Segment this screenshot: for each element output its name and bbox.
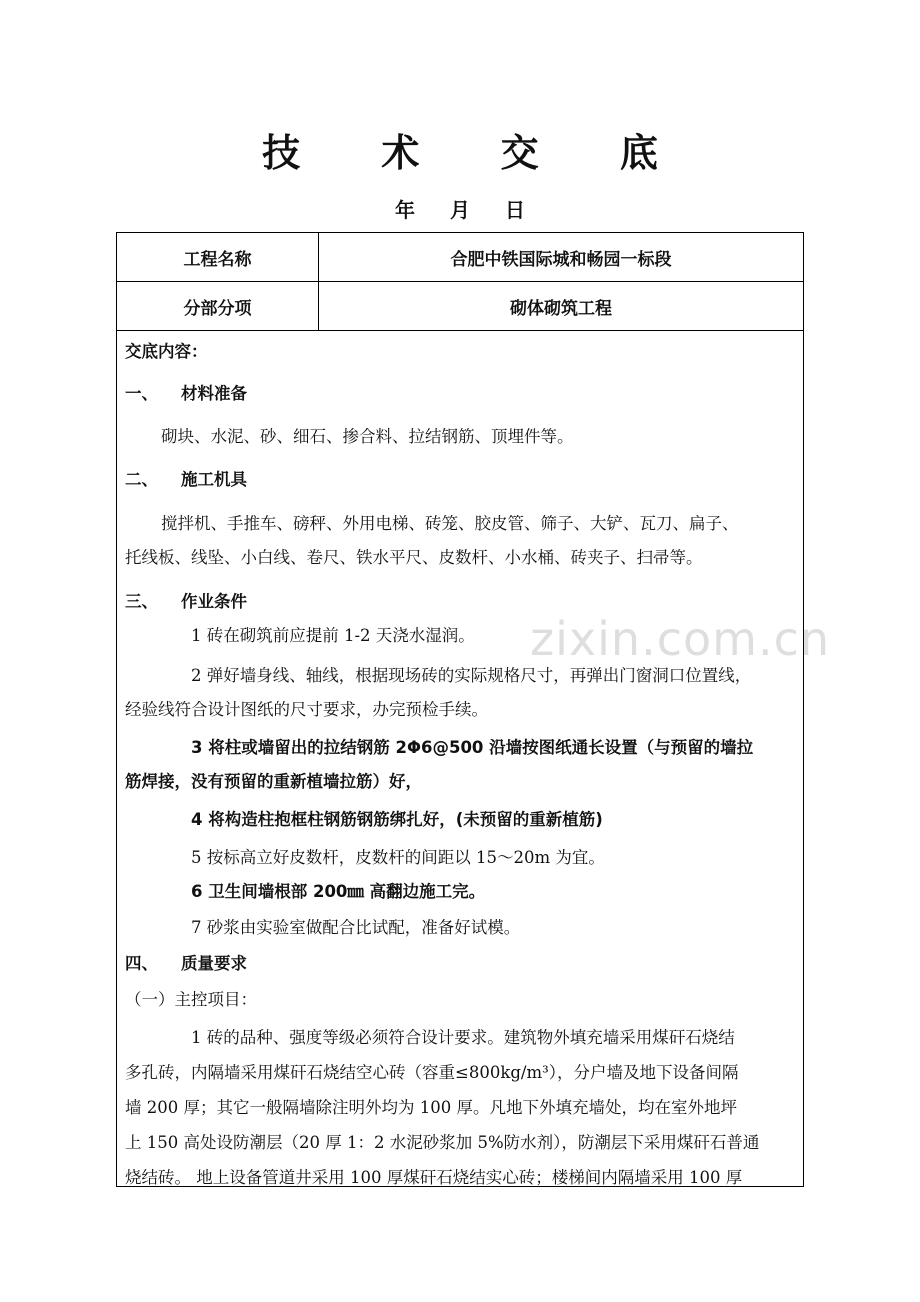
section-3-item-2b: 经验线符合设计图纸的尺寸要求，办完预检手续。 — [125, 700, 488, 719]
section-4-line-2: 多孔砖，内隔墙采用煤矸石烧结空心砖（容重≤800kg/m³），分户墙及地下设备间隔 — [125, 1063, 739, 1082]
section-4-line-4: 上 150 高处设防潮层（20 厚 1：2 水泥砂浆加 5%防水剂），防潮层下采用煤矸石普通 — [125, 1133, 760, 1152]
table-row-project-name — [117, 233, 803, 282]
section-1-text: 砌块、水泥、砂、细石、掺合料、拉结钢筋、顶埋件等。 — [161, 427, 574, 446]
section-1-title: 材料准备 — [181, 384, 247, 403]
section-3-item-3a: 3 将柱或墙留出的拉结钢筋 2Φ6@500 沿墙按图纸通长设置（与预留的墙拉 — [191, 738, 754, 757]
section-3-item-7: 7 砂浆由实验室做配合比试配，准备好试模。 — [191, 918, 521, 937]
section-4-heading — [125, 947, 797, 981]
content-label: 交底内容： — [125, 342, 208, 361]
section-4-number: 四、 — [125, 954, 158, 973]
section-3-heading — [125, 585, 797, 619]
project-name-label: 工程名称 — [117, 233, 319, 281]
section-3-item-6: 6 卫生间墙根部 200㎜ 高翻边施工完。 — [191, 882, 486, 901]
section-3-item-5: 5 按标高立好皮数杆，皮数杆的间距以 15～20m 为宜。 — [191, 848, 605, 867]
section-4-line-5: 烧结砖。 地上设备管道井采用 100 厚煤矸石烧结实心砖；楼梯间内隔墙采用 100 厚 — [125, 1168, 743, 1187]
watermark: zixin.com.cn — [530, 612, 831, 666]
section-4-subheading: （一）主控项目： — [125, 990, 257, 1009]
table-row-subproject — [117, 282, 803, 331]
section-2-number: 二、 — [125, 470, 158, 489]
section-2-line-1: 搅拌机、手推车、磅秤、外用电梯、砖笼、胶皮管、筛子、大铲、瓦刀、扁子、 — [161, 514, 739, 533]
section-4-title: 质量要求 — [181, 954, 247, 973]
section-3-number: 三、 — [125, 592, 158, 611]
section-3-item-1: 1 砖在砌筑前应提前 1-2 天浇水湿润。 — [191, 626, 475, 645]
section-3-item-4: 4 将构造柱抱框柱钢筋钢筋绑扎好，(未预留的重新植筋) — [191, 810, 603, 829]
section-4-line-1: 1 砖的品种、强度等级必须符合设计要求。建筑物外填充墙采用煤矸石烧结 — [191, 1028, 735, 1047]
section-3-title: 作业条件 — [181, 592, 247, 611]
date-line: 年 月 日 — [395, 198, 539, 222]
page-title: 技 术 交 底 — [262, 131, 692, 175]
disclosure-table — [116, 232, 804, 1187]
section-1-heading — [125, 377, 797, 411]
section-3-item-3b: 筋焊接，没有预留的重新植墙拉筋）好， — [125, 772, 422, 791]
section-2-title: 施工机具 — [181, 470, 247, 489]
subproject-value: 砌体砌筑工程 — [510, 298, 612, 319]
section-1-number: 一、 — [125, 384, 158, 403]
subproject-label: 分部分项 — [117, 282, 319, 330]
section-2-heading — [125, 463, 797, 497]
project-name-value: 合肥中铁国际城和畅园一标段 — [450, 249, 672, 270]
section-2-line-2: 托线板、线坠、小白线、卷尺、铁水平尺、皮数杆、小水桶、砖夹子、扫帚等。 — [125, 548, 703, 567]
section-3-item-2a: 2 弹好墙身线、轴线，根据现场砖的实际规格尺寸，再弹出门窗洞口位置线， — [191, 666, 752, 685]
section-4-line-3: 墙 200 厚；其它一般隔墙除注明外均为 100 厚。凡地下外填充墙处，均在室外地坪 — [125, 1098, 737, 1117]
disclosure-content — [117, 331, 803, 1186]
